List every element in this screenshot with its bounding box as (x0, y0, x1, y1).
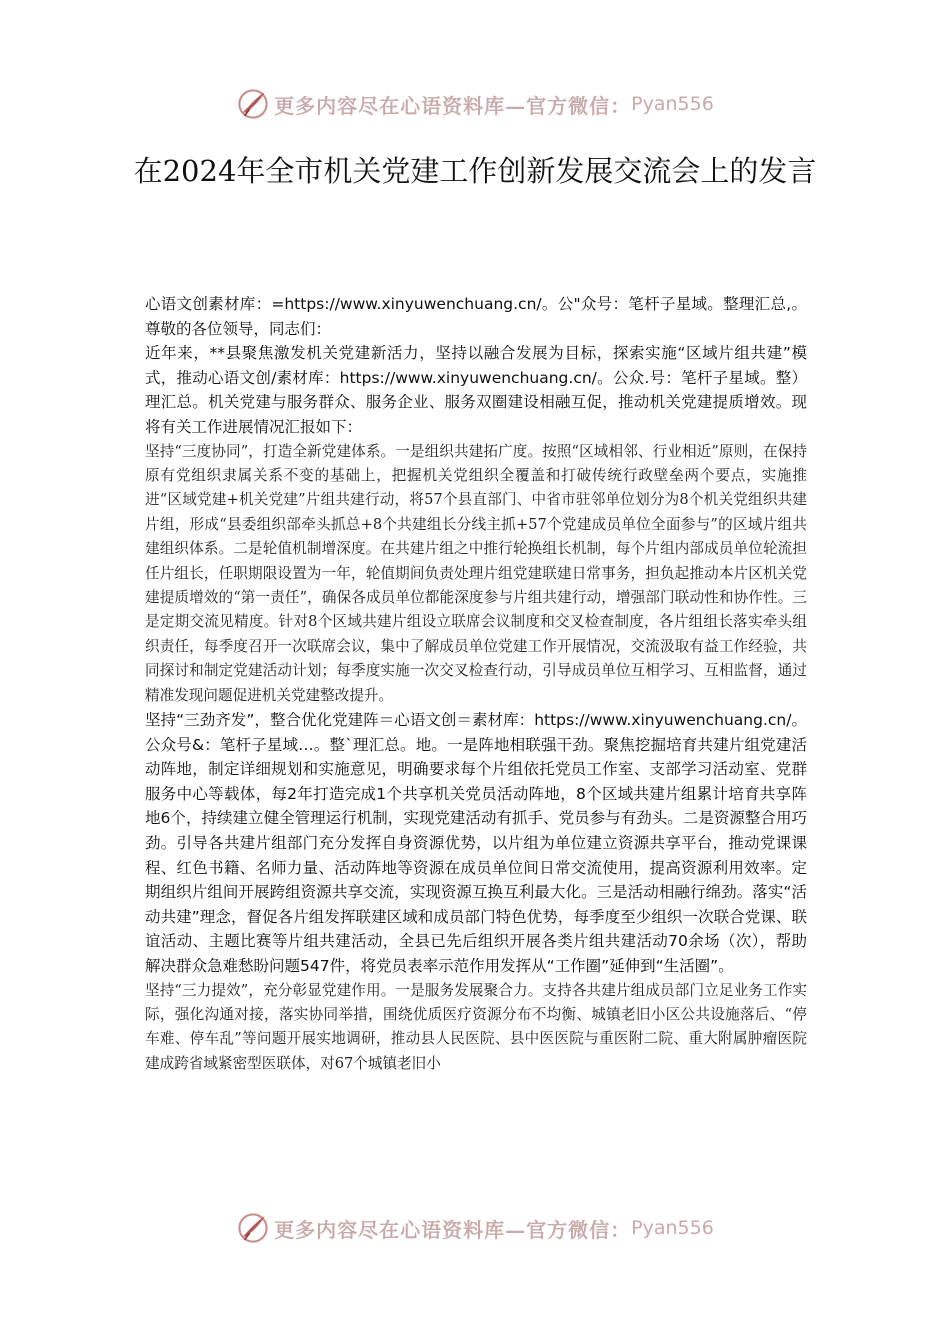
footer-banner-text: 更多内容尽在心语资料库—官方微信： (274, 1217, 632, 1242)
paragraph-three-forces: 坚持“三力提效”，充分彰显党建作用。一是服务发展聚合力。支持各共建片组成员部门立足业务工作实际，强化沟通对接，落实协同举措，围绕优质医疗资源分布不均衡、城镇老旧小区公共设施落后、“停车难、停车乱”等问题开展实地调研，推动县人民医院、县中医医院与重医附二院、重大附属肿瘤医院建成跨省域紧密型医联体，对67个城镇老旧小 (145, 981, 807, 1072)
quill-logo-icon (236, 87, 270, 121)
header-banner (0, 84, 950, 124)
paragraph-overview: 近年来，**县聚焦激发机关党建新活力，坚持以融合发展为目标，探索实施“区域片组共建”模式，推动心语文创/素材库：https://www.xinyuwenchuang.cn/。公众.号：笔杆子星域。整）理汇总。机关党建与服务群众、服务企业、服务双圈建设相融互促，推动机关党建提质增效。现将有关工作进展情况汇报如下： (145, 344, 807, 436)
paragraph-three-efforts: 坚持“三劲齐发”，整合优化党建阵＝心语文创＝素材库：https://www.xinyuwenchuang.cn/。公众号&：笔杆子星域…。整`理汇总。地。一是阵地相联强干劲。聚焦挖掘培育共建片组党建活动阵地，制定详细规划和实施意见，明确要求每个片组依托党员工作室、支部学习活动室、党群服务中心等载体，每2年打造完成1个共享机关党员活动阵地，8个区域共建片组累计培育共享阵地6个，持续建立健全管理运行机制，实现党建活动有抓手、党员参与有劲头。二是资源整合用巧劲。引导各共建片组部门充分发挥自身资源优势，以片组为单位建立资源共享平台，推动党课课程、红色书籍、名师力量、活动阵地等资源在成员单位间日常交流使用，提高资源利用效率。定期组织片组间开展跨组资源共享交流，实现资源互换互利最大化。三是活动相融行绵劲。落实“活动共建”理念，督促各片组发挥联建区域和成员部门特色优势，每季度至少组织一次联合党课、联谊活动、主题比赛等片组共建活动，全县已先后组织开展各类片组共建活动70余场（次），帮助解决群众急难愁盼问题547件，将党员表率示范作用发挥从“工作圈”延伸到“生活圈”。 (145, 711, 807, 975)
paragraph-intro: 心语文创素材库：=https://www.xinyuwenchuang.cn/。公"众号：笔杆子星域。整理汇总,。尊敬的各位领导，同志们： (145, 295, 807, 338)
document-body (145, 292, 807, 1076)
document-title: 在2024年全市机关党建工作创新发展交流会上的发言 (133, 154, 817, 188)
footer-wechat-id: Pyan556 (631, 1217, 714, 1239)
header-banner-text: 更多内容尽在心语资料库—官方微信： (274, 93, 632, 118)
quill-logo-icon (236, 1211, 270, 1245)
header-wechat-id: Pyan556 (631, 93, 714, 115)
footer-banner (0, 1208, 950, 1248)
paragraph-three-degrees: 坚持“三度协同”，打造全新党建体系。一是组织共建拓广度。按照“区域相邻、行业相近”原则，在保持原有党组织隶属关系不变的基础上，把握机关党组织全覆盖和打破传统行政壁垒两个要点，实施推进“区域党建+机关党建”片组共建行动，将57个县直部门、中省市驻邻单位划分为8个机关党组织共建片组，形成“县委组织部牵头抓总+8个共建组长分线主抓+57个党建成员单位全面参与”的区域片组共建组织体系。二是轮值机制增深度。在共建片组之中推行轮换组长机制，每个片组内部成员单位轮流担任片组长，任职期限设置为一年，轮值期间负责处理片组党建联建日常事务，担负起推动本片区机关党建提质增效的“第一责任”，确保各成员单位都能深度参与片组共建行动，增强部门联动性和协作性。三是定期交流见精度。针对8个区域共建片组设立联席会议制度和交叉检查制度，各片组组长落实牵头组织责任，每季度召开一次联席会议，集中了解成员单位党建工作开展情况，交流汲取有益工作经验，共同探讨和制定党建活动计划；每季度实施一次交叉检查行动，引导成员单位互相学习、互相监督，通过精准发现问题促进机关党建整改提升。 (145, 442, 807, 704)
